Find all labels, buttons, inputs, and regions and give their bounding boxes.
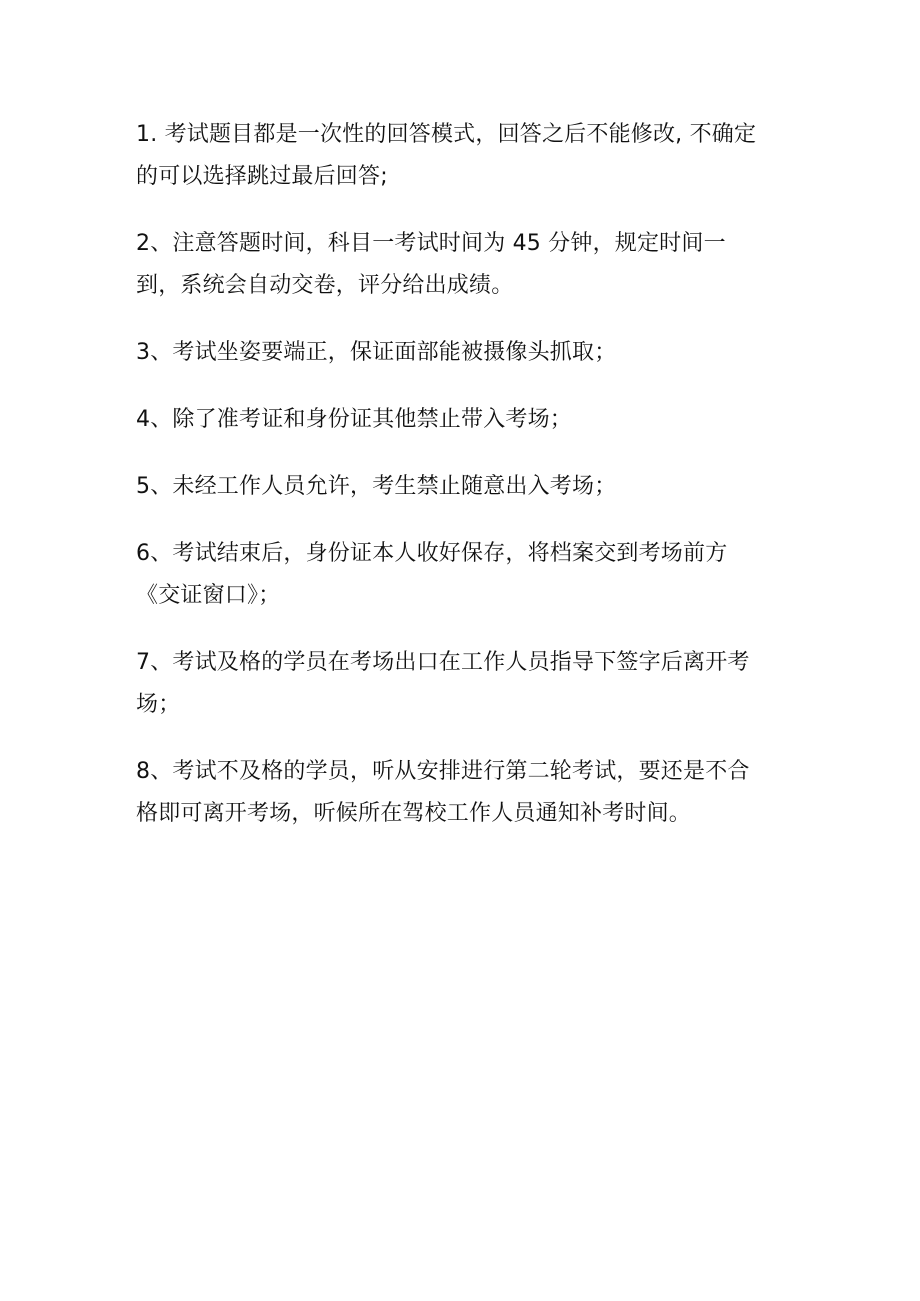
rule-1-line-2: 的可以选择跳过最后回答;	[136, 164, 388, 189]
rule-6-line-1: 6、考试结束后，身份证本人收好保存，将档案交到考场前方	[136, 541, 728, 566]
rule-1-line-1: 1. 考试题目都是一次性的回答模式，回答之后不能修改, 不确定	[136, 122, 757, 147]
rule-item-7	[136, 642, 796, 726]
rule-5-line-1: 5、未经工作人员允许，考生禁止随意出入考场；	[136, 474, 617, 499]
rule-7-line-2: 场；	[136, 692, 181, 717]
rule-2-line-1: 2、注意答题时间，科目一考试时间为 45 分钟，规定时间一	[136, 231, 726, 256]
rule-item-1	[136, 114, 796, 198]
rule-7-line-1: 7、考试及格的学员在考场出口在工作人员指导下签字后离开考	[136, 650, 750, 675]
rule-3-line-1: 3、考试坐姿要端正，保证面部能被摄像头抓取；	[136, 340, 617, 365]
rule-4-line-1: 4、除了准考证和身份证其他禁止带入考场；	[136, 407, 572, 432]
rule-item-6	[136, 533, 796, 617]
rule-item-4	[136, 399, 796, 441]
rule-8-line-2: 格即可离开考场，听候所在驾校工作人员通知补考时间。	[136, 801, 692, 826]
rule-8-line-1: 8、考试不及格的学员，听从安排进行第二轮考试，要还是不合	[136, 759, 750, 784]
rule-item-3	[136, 332, 796, 374]
rule-item-5	[136, 466, 796, 508]
rule-6-line-2: 《交证窗口》；	[136, 583, 281, 608]
rules-list	[136, 114, 796, 860]
rule-2-line-2: 到，系统会自动交卷，评分给出成绩。	[136, 273, 514, 298]
rule-item-8	[136, 751, 796, 835]
rule-item-2	[136, 223, 796, 307]
